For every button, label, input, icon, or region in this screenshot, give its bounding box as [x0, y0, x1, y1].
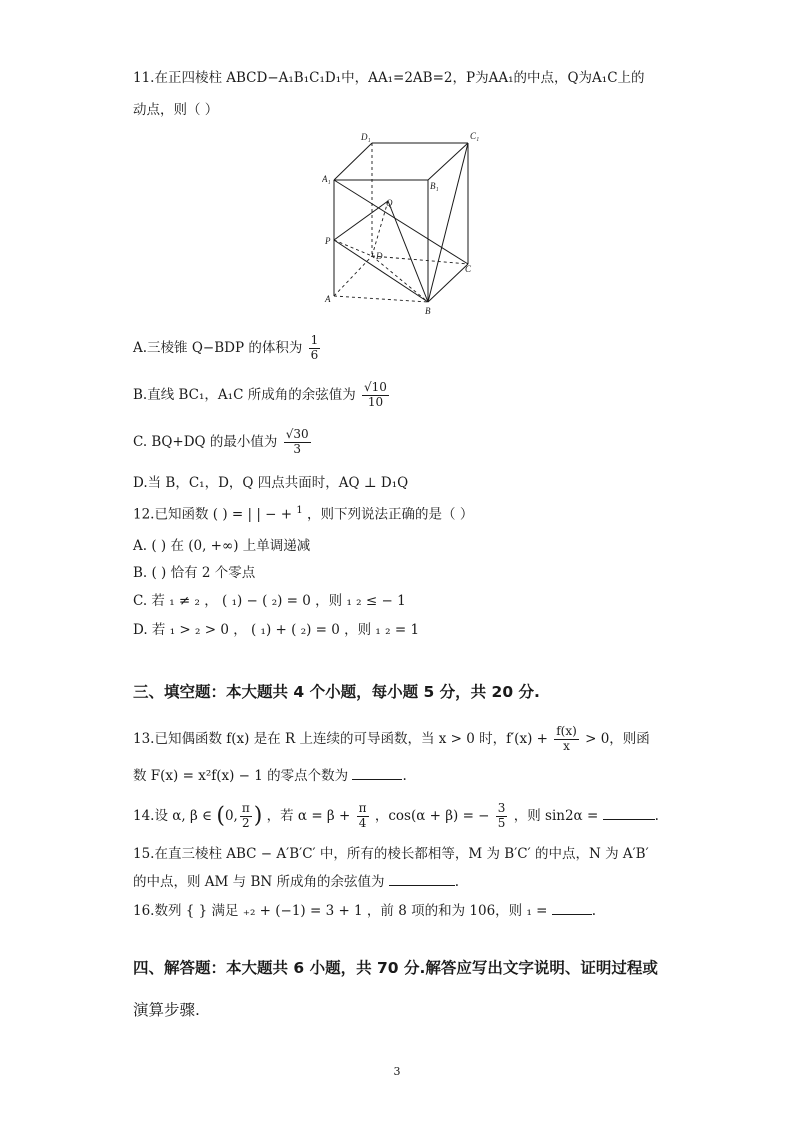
q14-part-a: 14.设 α, β ∈ — [133, 807, 213, 824]
label-d1: D₁ — [361, 132, 371, 142]
q11-option-b — [133, 381, 391, 410]
page-number: 3 — [393, 1065, 401, 1078]
q13-fraction-denominator: x — [563, 738, 570, 753]
label-a: A — [325, 294, 331, 304]
q13-fraction-numerator: f(x) — [556, 724, 577, 738]
q11-option-c-text: C. BQ+DQ 的最小值为 — [133, 433, 278, 450]
q14-interval-numerator: π — [241, 801, 250, 815]
q14-part-b: ，若 α = β + — [266, 807, 351, 824]
q11-prism-figure — [322, 126, 482, 318]
q13-line2-text: 数 F(x) = x²f(x) − 1 的零点个数为 — [133, 768, 349, 784]
label-b1: B₁ — [430, 181, 439, 191]
q11-option-d: D.当 B，C₁，D，Q 四点共面时，AQ ⊥ D₁Q — [133, 475, 409, 491]
q16-line: 16.数列 { } 满足 ₊₂ + (−1) = 3 + 1 ，前 8 项的和为 106，则 ₁ = . — [133, 903, 597, 919]
q11-option-b-text: B.直线 BC₁，A₁C 所成角的余弦值为 — [133, 386, 356, 403]
q11-option-c-fraction — [284, 428, 311, 457]
q11-stem-line1: 11.在正四棱柱 ABCD−A₁B₁C₁D₁中，AA₁=2AB=2，P为AA₁的中点，Q为A₁C上的 — [133, 70, 645, 86]
label-b: B — [425, 306, 431, 316]
q11-option-b-fraction — [362, 381, 389, 410]
q15-line1: 15.在直三棱柱 ABC − A′B′C′ 中，所有的棱长都相等，M 为 B′C′ 的中点，N 为 A′B′ — [133, 846, 649, 862]
section-4-heading-line2: 演算步骤. — [133, 1001, 200, 1019]
q14-pi-fraction — [357, 802, 369, 831]
q16-text: 16.数列 { } 满足 ₊₂ + (−1) = 3 + 1 ，前 8 项的和为 106，则 ₁ = — [133, 903, 548, 919]
q14-interval-denominator: 2 — [241, 815, 250, 830]
q11-option-a — [133, 334, 322, 363]
q11-option-b-numerator: √10 — [364, 380, 387, 394]
label-c1: C₁ — [470, 131, 480, 141]
q14-answer-blank[interactable] — [603, 807, 655, 820]
q11-option-a-denominator: 6 — [310, 347, 319, 362]
q13-fraction — [554, 725, 579, 754]
q14-neg-denominator: 5 — [497, 815, 506, 830]
q13-line1-a: 13.已知偶函数 f(x) 是在 R 上连续的可导函数，当 x > 0 时，f′(x) + — [133, 730, 548, 747]
q14-part-c: ，cos(α + β) = − — [374, 807, 490, 824]
q12-option-d: D. 若 ₁ > ₂ > 0 ， ( ₁) + ( ₂) = 0 ，则 ₁ ₂ = 1 — [133, 622, 420, 638]
q13-line1-b: > 0，则函 — [585, 730, 650, 747]
q11-option-a-numerator: 1 — [310, 333, 319, 347]
q12-stem-fraction: 1 — [296, 505, 303, 516]
q11-option-c — [133, 428, 313, 457]
q14-pi-numerator: π — [358, 801, 367, 815]
section-3-heading: 三、填空题：本大题共 4 个小题，每小题 5 分，共 20 分. — [133, 683, 540, 701]
section-4-heading-line1: 四、解答题：本大题共 6 小题，共 70 分.解答应写出文字说明、证明过程或 — [133, 959, 658, 977]
q11-option-a-fraction — [309, 334, 321, 363]
q11-option-c-numerator: √30 — [285, 427, 309, 441]
q12-option-c: C. 若 ₁ ≠ ₂ ， ( ₁) − ( ₂) = 0 ，则 ₁ ₂ ≤ − 1 — [133, 593, 406, 609]
q13-answer-blank[interactable] — [352, 767, 402, 780]
q13-line2: 数 F(x) = x²f(x) − 1 的零点个数为 . — [133, 768, 407, 784]
q12-stem-a: 12.已知函数 ( ) = | | − + — [133, 506, 293, 523]
q15-line2: 的中点，则 AM 与 BN 所成角的余弦值为 . — [133, 874, 460, 890]
q12-option-b: B. ( ) 恰有 2 个零点 — [133, 565, 256, 581]
label-p: P — [325, 236, 331, 246]
q14-interval-fraction — [240, 802, 252, 831]
q14-line: 14.设 α, β ∈ (0, $\frac{\pi}{2}$ ) ，若 α = β + $\frac{\pi}{4}$ ，cos(α + β) = − $\frac{3}{5}$ ，则 sin2α = . — [133, 801, 659, 830]
q16-answer-blank[interactable] — [552, 902, 592, 915]
q11-option-b-denominator: 10 — [367, 394, 384, 409]
q14-neg-numerator: 3 — [497, 801, 506, 815]
q13-line1 — [133, 725, 650, 754]
q12-option-a: A. ( ) 在 (0, +∞) 上单调递减 — [133, 538, 311, 554]
q14-pi-denominator: 4 — [358, 815, 367, 830]
q11-option-c-denominator: 3 — [293, 441, 301, 456]
q15-answer-blank[interactable] — [389, 873, 455, 886]
q12-stem-b: ，则下列说法正确的是（ ） — [307, 506, 474, 523]
label-c: C — [465, 264, 472, 274]
label-a1: A₁ — [322, 174, 331, 184]
label-q: Q — [386, 198, 393, 208]
q11-stem-line2: 动点，则（ ） — [133, 102, 219, 118]
q14-part-d: ，则 sin2α = — [513, 807, 599, 824]
q11-option-a-text: A.三棱锥 Q−BDP 的体积为 — [133, 339, 303, 356]
q12-stem — [133, 506, 473, 522]
q15-line2-text: 的中点，则 AM 与 BN 所成角的余弦值为 — [133, 874, 385, 890]
q14-neg-fraction — [496, 802, 508, 831]
q14-interval-left: 0, — [224, 807, 238, 824]
label-d: D — [376, 251, 383, 261]
